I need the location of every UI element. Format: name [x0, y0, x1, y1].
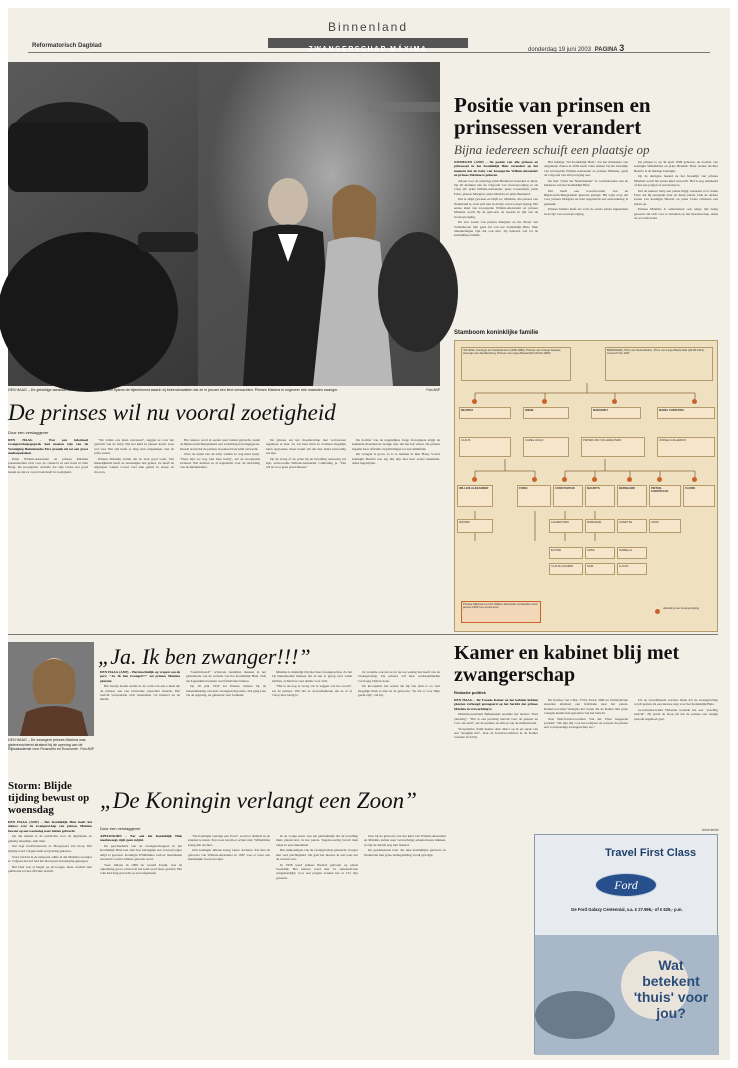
koningin-dateline: APELDOORN – Eer ook het Koninklijk Huis meebeweegt, tijdt geen twijfel.	[100, 834, 182, 843]
storm-col	[8, 820, 92, 1052]
main-photo-credit: Foto ANP	[426, 388, 440, 392]
tree-node-dot	[472, 399, 477, 404]
family-tree-panel	[454, 340, 718, 632]
koningin-byline: Door een verslaggever	[100, 826, 141, 831]
tree-node-dot	[692, 399, 697, 404]
positie-col-3	[634, 160, 718, 326]
main-photo-caption: DEN HAAG – De gelukkige aanstaande vader en moeder gisteren tijdens de bijeenkomst waarin zij bekendmaakten dat ze in januari een kind verwachten. Prinses Máxima is ongeveer drie maanden zwanger.	[8, 388, 339, 392]
positie-headline: Positie van prinsen en prinsessen verandert	[454, 93, 651, 139]
header-date: donderdag 19 juni 2003	[528, 47, 592, 53]
tree-gen3-maurits: MAURITS	[585, 485, 615, 507]
positie-para: Alleen voor de zesjarige prins Bernhard verandert er niets. Op dit moment ziet de volgorde van troonopvolging er als volgt uit: prins Willem-Alexander, prins Constantijn, prins Friso, prinses Margriet, prins Maurits en prins Bernhard.	[454, 178, 538, 196]
tree-gen2-beatrix: BEATRIX	[459, 407, 511, 419]
storm-dateline: DEN HAAG (ANP) – Het Koninklijk Huis heeft het nieuws over de zwangerschap van prinses Máxima bewust op een woensdag naar buiten gebracht.	[8, 820, 92, 833]
tree-node-dot	[562, 477, 567, 482]
zoetigheid-headline: De prinses wil nu vooral zoetigheid	[8, 400, 336, 425]
tree-gen2-irene: IRENE	[523, 407, 569, 419]
kamer-para: Uit de verschillende reacties bleek dat de zwangerschap wordt gezien als een nieuwe stap voor het Koninklijk Huis.	[634, 698, 718, 707]
tree-partner-marilene: MARILENE	[585, 519, 615, 533]
zoetigheid-byline: Door een verslaggever	[8, 430, 49, 435]
tree-partner-carel: CAREL HUGO	[523, 437, 569, 457]
zoetigheid-para: "We willen ons laten verrassen", zeggen ze over het geslacht van de baby. Dat het kind in januari komt, staat wel vast. Het stel heeft er lang naar uitgekeken, laat de prins weten.	[94, 438, 174, 455]
koningin-para: In 1938 werd prinses Beatrix geboren op paleis Soestdijk. Het nieuws werd met 51 saluutschoten aangekondigd; voor een jongen zouden het er 101 zijn geweest.	[276, 862, 358, 880]
header-page-number: 3	[619, 43, 625, 53]
tree-gen4-eloise: ELOISE	[549, 547, 583, 559]
koningin-col-1	[100, 834, 182, 1052]
ad-brand: Ford	[614, 878, 638, 892]
ja-para: Máxima is duidelijk blij met haar zwangerschap. Ze liet bij binnenkomst merken dat ze het er graag over wilde hebben, al hield ze veel details voor zich.	[272, 670, 352, 683]
ad-tagline: Wat betekent 'thuis' voor jou?	[633, 957, 709, 1021]
tree-node-dot	[627, 477, 632, 482]
ja-para: "Het is nu nog te vroeg om te zeggen wat het wordt", zei de prinses. Wel liet ze doorschemeren dat ze er al volop mee bezig is.	[272, 684, 352, 697]
koningin-para: Toen Juliana in 1909 ter wereld kwam, was de opluchting groot. Overal in het land werd feest gevierd. Het volk had lang gewacht op een erfgenaam.	[100, 862, 182, 876]
positie-para: Dat de nieuwe baby een plaats krijgt, betekent voor Johan Friso dat hij terugzakt naar de derde plaats. Ook de andere zonen van koningin Beatrix en prins Claus schuiven een plaats op.	[634, 188, 718, 206]
zoetigheid-para: De dochter van de Argentijnse Jorge Zorreguieta krijgt de komende maanden de nodige rust, liet het hof weten. De prinses beperkt haar officiële verplichtingen tot een minimum.	[352, 438, 440, 451]
positie-col-1	[454, 160, 538, 326]
tree-node-dot	[657, 477, 662, 482]
tree-gen3-floris: FLORIS	[683, 485, 715, 507]
main-photo-image	[8, 62, 440, 386]
koningin-col-3	[276, 834, 358, 1052]
main-photo-caption-block	[8, 388, 440, 393]
zoetigheid-para: Prinses Máxima vertelt dat ze zich goed voelt. Van misselijkheid heeft ze nauwelijks last gehad. Ze heeft de afgelopen weken vooral veel trek gehad in snoep en chocola.	[94, 456, 174, 474]
ja-para: Op 18 juni 1930 zei Prinses Juliana bij de bekendmaking van haar zwangerschap niets. Dat ging toen via de regering, en gebeurde veel formeler.	[186, 684, 266, 697]
tree-node-dot	[532, 477, 537, 482]
maxima-photo-caption-block	[8, 738, 94, 752]
maxima-photo-credit: Foto ANP	[80, 747, 94, 751]
header-page-label: PAGINA	[594, 47, 618, 53]
ja-col-3	[272, 670, 352, 770]
zoetigheid-col-4	[266, 438, 346, 626]
ad-ford-logo	[595, 873, 657, 897]
subsection-banner	[268, 38, 468, 53]
ja-para: "Gefeliciteerd!" schreven tientallen mensen in het gastenboek van de website van het Koninklijk Huis. Ook uit Argentinië kwamen veel felicitaties binnen.	[186, 670, 266, 683]
storm-para: Dat zegt hoofdredacteur A. Hoogewerf van Story. Het tijdstip werd volgens hem zorgvuldig gekozen.	[8, 844, 92, 853]
storm-para: Story bericht in de nieuwste editie al dat Máxima zwanger is. Volgens het hof had het blad geen bevestiging gekregen.	[8, 854, 92, 863]
tree-node-dot	[542, 399, 547, 404]
ja-para: Het bewijs kwam eerder in de vorm van een e-mail die de prinses aan een bevriende journalist stuurde. Het bericht verspreidde zich razendsnel via internet en de media.	[100, 684, 180, 702]
maxima-photo-image	[8, 642, 94, 736]
positie-para: Het huidige "lid Koninklijk Huis", dat het ministerie van Algemene Zaken in 2002 heeft laten maken bij het huwelijk van kroonprins Willem-Alexander en prinses Máxima, geeft de volgorde van erfopvolging aan.	[544, 160, 628, 177]
section-title: Binnenland	[327, 20, 409, 34]
positie-para: Op de dertigste maand na het huwelijk van prinses Máxima wordt het eerste kind verwacht. Het is nog onbekend of het een jongen of een meisje is.	[634, 174, 718, 187]
koningin-para: Het aankondigen van de zwangerschap gebeurde vroeger met veel plechtigheid. Nu gaat het nieuws in een paar uur de wereld over.	[276, 848, 358, 861]
kamer-col-3	[634, 698, 718, 838]
tree-node-dot	[472, 477, 477, 482]
tree-gen4-lucas: LUCAS	[617, 563, 647, 575]
koningin-para: De geschiedenis leert dat elke koninklijke geboorte in Nederland met grote belangstelling wordt gevolgd.	[364, 848, 446, 857]
storm-para: Het blad was al langer op de hoogte, maar wachtte met publicatie tot het officiële bericht.	[8, 864, 92, 873]
positie-para: De prinses is op 30 april 1909 geboren, de dochter van koningin Wilhelmina en prins Hendrik. Haar oudste dochter Beatrix is de huidige koningin.	[634, 160, 718, 173]
tree-partner-maxima: MÁXIMA	[457, 519, 493, 533]
positie-para: De vier zonen van prinses Margriet en mr. Pieter van Vollenhoven zijn geen lid van het Koninklijk Huis. Hun nakomelingen zijn dat ook niet. Zij behoren wel tot de koninklijke familie.	[454, 220, 538, 238]
tree-legend: uitsluiting van troonopvolging	[663, 606, 700, 610]
storm-para: Op die manier is de publicatie voor de dagbladen zo gunstig mogelijk, stelt men.	[8, 834, 92, 843]
kamer-para: Minister-president Balkenende noemde het nieuws "heel plezierig". "Het is een prachtig bericht voor de prinses en voor ons land", zei de premier na afloop van de ministerraad.	[454, 712, 538, 725]
koningin-para: Ook koningin Juliana kreeg louter dochters. Pas met de geboorte van Willem-Alexander in 1967 was er weer een mannelijke troonopvolger.	[188, 848, 270, 861]
section-divider	[8, 634, 718, 635]
maxima-photo-caption: DEN HAAG – De zwangere prinses Máxima was gisterenochtend stralend bij de opening van de Rijksakademie voor Financiën en Economie.	[8, 738, 86, 751]
zoetigheid-para: Prins Willem-Alexander en prinses Máxima presenteerden zich voor de camera's in een hotel in Den Haag. De kroonprins vertelde dat zijn vrouw het goed maakt en dat ze vooral trek heeft in zoetigheid.	[8, 456, 88, 474]
zoetigheid-para: De prinses zei het moederschap met vertrouwen tegemoet te zien. Ze wil haar kind zo normaal mogelijk laten opgroeien, maar beseft dat dat niet altijd eenvoudig zal zijn.	[266, 438, 346, 455]
koningin-col-4	[364, 834, 446, 1052]
koningin-para: In de vorige eeuw was het gebruikelijk dat de bevalling thuis plaatsvond, in het paleis. Tegenwoordig bevalt men vaker in een ziekenhuis.	[276, 834, 358, 847]
header-rule	[28, 52, 710, 53]
zoetigheid-para: De vreugde is groot, zo is te merken in Den Haag. Vooral koningin Beatrix zou erg blij zijn met haar eerste kleinkind, aldus ingewijden.	[352, 452, 440, 465]
ja-col-2	[186, 670, 266, 770]
tree-bernhard: BERNHARD, Prins der Nederlanden, Prins van Lippe-Biesterfeld (29-06-1911), trouwt 07-01-1937	[605, 347, 713, 381]
tree-gen2-christina: MARIA CHRISTINA	[657, 407, 715, 419]
koningin-para: "De Koningin verlangt een Zoon", stond er destijds in de kranten te lezen. Een zoon kwam er echter niet; Wilhelmina kreeg één dochter.	[188, 834, 270, 847]
tree-partner-annette: ANNETTE	[617, 519, 647, 533]
positie-subheadline: Bijna iedereen schuift een plaatsje op	[454, 142, 650, 157]
tree-node-dot	[612, 399, 617, 404]
kamer-para: De fracties van CDA, VVD, PvdA, D66 en ChristenUnie stuurden allemaal een felicitatie naar het paleis. Kamervoorzitter Weisglas liet weten dat de Kamer met grote vreugde kennis had genomen van het bericht.	[544, 698, 628, 715]
advertisement[interactable]	[534, 828, 719, 1054]
kamer-para: GroenLinks-leider Halsema noemde het een "prachtig bericht". Zij sprak de hoop uit dat de prinses een rustige periode tegemoet gaat.	[634, 708, 718, 721]
kamer-col-2	[544, 698, 628, 838]
tree-gen3-bernhard: BERNHARD	[617, 485, 647, 507]
tree-partner-anita: ANITA	[649, 519, 681, 533]
legend-dot	[655, 609, 660, 614]
positie-col-2	[544, 160, 628, 326]
zoetigheid-para: Over de naam van de baby wilden ze nog niets kwijt. "Daar zijn we nog niet mee bezig", zei de kroonprins lachend. Wel hebben ze al nagedacht over de inrichting van de kinderkamer.	[180, 452, 260, 470]
kamer-para: Vicepremier Zalm haakte daar direct op in en sprak van een "heuglijk feit". Ook de fractievoorzitters in de Kamer toonden zich blij.	[454, 726, 538, 740]
zoetigheid-col-5	[352, 438, 440, 626]
ad-offer: De Ford Galaxy Centennial, v.a. € 27.995,- of € 629,- p.m.	[571, 907, 683, 912]
subsection-title: ZWANGERSCHAP MÁXIMA	[308, 46, 428, 53]
tree-gen3-willem-alexander: WILLEM-ALEXANDER	[457, 485, 493, 507]
tree-partner-claus: CLAUS	[459, 437, 511, 457]
koningin-col-2	[188, 834, 270, 1052]
zoetigheid-col-2	[94, 438, 174, 626]
ad-label: Advertentie	[701, 828, 719, 832]
storm-headline: Storm: Blijde tijding bewust op woensdag	[8, 780, 90, 816]
tree-gen4-sam: SAM	[585, 563, 615, 575]
zoetigheid-col-3	[180, 438, 260, 626]
zoetigheid-para: Op de vraag of de prins bij de bevalling aanwezig zal zijn, antwoordde Willem-Alexander volmondig ja. "Dat wil ik voor geen goud missen."	[266, 456, 346, 470]
ja-col-1	[100, 670, 180, 770]
tree-gen4-isabella: ISABELLA	[617, 547, 647, 559]
kamer-dateline: DEN HAAG – De Tweede Kamer en het kabinet hebben gisteren verheugd gereageerd op het bericht dat prinses Máxima in verwachting is.	[454, 698, 538, 711]
ad-travel-text: Travel First Class	[605, 847, 697, 859]
tree-node-dot	[592, 477, 597, 482]
zoetigheid-col-1	[8, 438, 88, 626]
koningin-headline: „De Koningin verlangt een Zoon”	[100, 788, 417, 813]
positie-dateline: NIJMEGEN (ANP) – De positie van alle prinsen en prinsessen in het Koninklijk Huis verandert op het moment dat de baby van kroonprins Willem-Alexander en prinses Máxima is geboren.	[454, 160, 538, 177]
newspaper-page	[8, 8, 730, 1060]
ja-col-4	[358, 670, 440, 770]
family-tree	[454, 330, 718, 632]
tree-partner-jorge: JORGE GUILLERMO	[657, 437, 715, 457]
masthead-left: Reformatorisch Dagblad	[32, 43, 102, 49]
positie-para: Dat is altijd geweest en blijft zo; Máxima, die prinses van Nederland is, staat zelf niet in de lijn van troonopvolging. Het eerste kind van kroonprins Willem-Alexander en prinses Máxima wordt bij de geboorte de tweede in lijn van de troonopvolging.	[454, 197, 538, 219]
positie-para: Prinses Juliana heeft als vorst de eerste plaats ingenomen in de lijn van troonopvolging.	[544, 207, 628, 216]
tree-note: Prinses Máxima en prins Willem-Alexander verwachten eind januari 2004 hun eerste kind	[461, 601, 541, 623]
zoetigheid-para: Het nieuws werd al eerder naar buiten gebracht, nadat de Rijksvoorlichtingsdienst een verklaring had uitgegeven. Daarin stond dat de prinses in januari haar kind verwacht.	[180, 438, 260, 451]
page-header	[8, 8, 730, 52]
positie-para: Prinses Máxima is ondertussen ook enige tijd bezig geweest om zich voor te bereiden op het moederschap, aldus de woordvoerder.	[634, 207, 718, 221]
tree-partner-laurentien: LAURENTIEN	[549, 519, 583, 533]
tree-juliana: JULIANA, Koningin der Nederlanden (1948-1980), Prinses van Oranje-Nassau, Hertogin van Mecklenburg, Prinses van Lippe-Biesterfeld (30-04-1909)	[461, 347, 571, 381]
kamer-para: Ook SGP-fractievoorzitter Van der Vlies reageerde positief: "We zijn blij voor het echtpaar en wensen de prinses een voorspoedige zwangerschap toe."	[544, 716, 628, 730]
kamer-col-1	[454, 698, 538, 838]
tree-partner-pieter: PIETER VAN VOLLENHOVEN	[581, 437, 645, 457]
zoetigheid-dateline: DEN HAAG – Wat een informeel zwangerschapsgesprek had moeten zijn van de Vereniging Buitenlandse Pers groeide uit tot een groot mediaspektakel.	[8, 438, 88, 455]
koningin-para: Ook bij de geboorte van het kind van Willem-Alexander en Máxima zullen naar verwachting saluutschoten klinken, al zijn de details nog niet bekend.	[364, 834, 446, 847]
tree-gen3-friso: FRISO	[517, 485, 551, 507]
tree-gen3-pieter-christiaan: PIETER-CHRISTIAAN	[649, 485, 681, 507]
positie-para: De titel "prins der Nederlanden" is voorbehouden aan de kinderen van het Koninklijk Huis.	[544, 178, 628, 187]
tree-node-dot	[692, 477, 697, 482]
tree-gen4-claus-casimir: CLAUS-CASIMIR	[549, 563, 583, 575]
family-tree-title: Stamboom koninklijke familie	[454, 330, 539, 336]
tree-gen4-anna: ANNA	[585, 547, 615, 559]
ja-headline: „Ja. Ik ben zwanger!!!”	[98, 644, 311, 669]
kamer-headline: Kamer en kabinet blij met zwangerschap	[454, 642, 680, 686]
ja-para: Ze vertelde ook dat ze tot nu toe weinig last heeft van de zwangerschap. De prinses wil haar werkzaamheden voorlopig blijven doen.	[358, 670, 440, 683]
ad-car-photo	[535, 935, 719, 1055]
positie-para: Dat heeft een woordvoerder van de Rijksvoorlichtingsdienst gisteren gezegd. Hij wijst erop dat voor prinses Margriet en haar nageslacht een uitzondering is gemaakt.	[544, 188, 628, 206]
koningin-para: De geschiedenis van de zwangerschappen in het Koninklijk Huis laat zien hoe belangrijk een troonopvolger altijd is geweest. Koningin Wilhelmina verloor meermalen een kind voordat Juliana geboren werd.	[100, 844, 182, 861]
main-photo	[8, 62, 440, 386]
kamer-byline: Redactie politiek	[454, 690, 486, 695]
ja-dateline: DEN HAAG (ANP) – Hartstochtelijk op vragen van de pers: "Ja. Ik ben zwanger!!!" zei prinses Máxima gisteren.	[100, 670, 180, 683]
ja-para: De kroonprins liet weten dat hij van plan is zo veel mogelijk thuis te zijn na de geboorte. "Ik wil er voor mijn gezin zijn", zei hij.	[358, 684, 440, 697]
tree-gen3-constantijn: CONSTANTIJN	[553, 485, 583, 507]
maxima-photo	[8, 642, 94, 736]
tree-gen2-margriet: MARGRIET	[591, 407, 641, 419]
